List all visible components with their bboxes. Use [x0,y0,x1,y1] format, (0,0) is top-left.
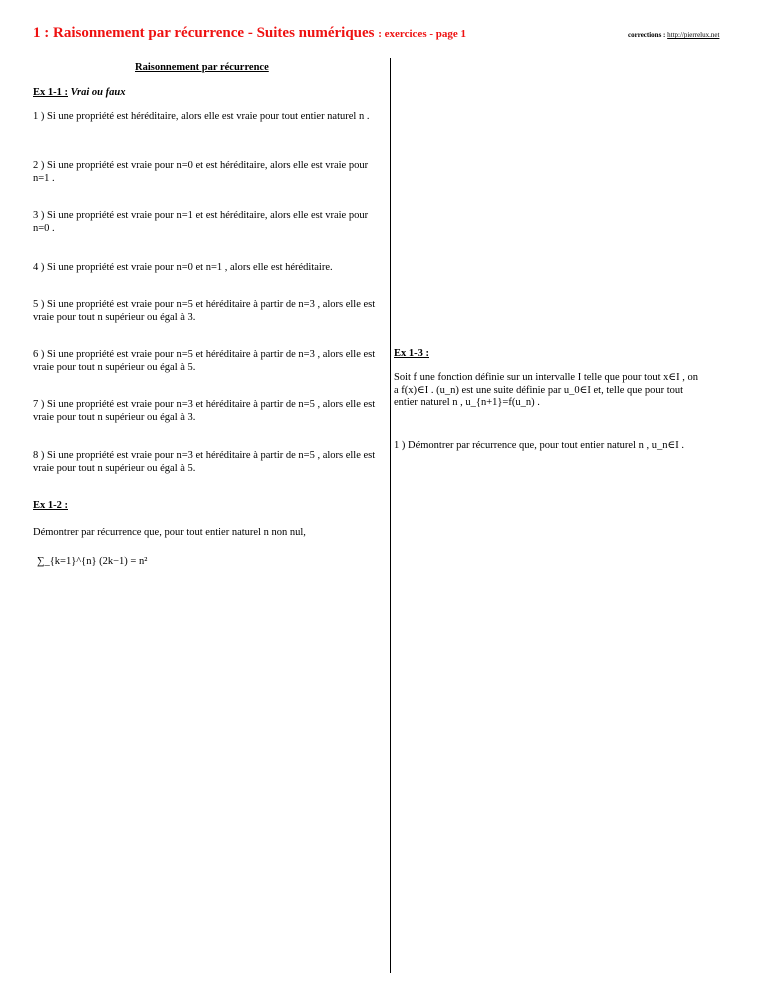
corrections-link-area [628,31,719,39]
page-subtitle: : exercices - page 1 [378,28,467,40]
ex1-1-item-1: 1 ) Si une propriété est héréditaire, alors elle est vraie pour tout entier naturel n . [33,111,370,122]
ex1-1-item-3: 3 ) Si une propriété est vraie pour n=1 et est héréditaire, alors elle est vraie pour n=0 . [33,210,369,234]
sum-formula: ∑_{k=1}^{n} (2k−1) = n² [37,556,148,567]
page-title-main: 1 : Raisonnement par récurrence - Suites numériques [33,25,375,41]
ex1-2-label: Ex 1-2 : [33,500,68,511]
ex1-1-heading [33,87,125,100]
ex1-1-label: Ex 1-1 : [33,87,68,98]
corrections-link[interactable]: http://pierrelux.net [667,31,720,39]
ex1-1-item-2: 2 ) Si une propriété est vraie pour n=0 et est héréditaire, alors elle est vraie pour n=1 . [33,160,369,184]
ex1-1-item-6: 6 ) Si une propriété est vraie pour n=5 et héréditaire à partir de n=3 , alors elle est vraie pour tout n supérieur ou égal à 5. [33,349,376,373]
section-heading: Raisonnement par récurrence [135,62,269,73]
ex1-3-statement: Soit f une fonction définie sur un intervalle I telle que pour tout x∈I , on a f(x)∈I . (u_n) est une suite définie par u_0∈I et, telle que pour tout entier naturel n , u_{n+1}=f(u_n) . [394,372,699,408]
column-divider [390,58,391,973]
ex1-1-item-5: 5 ) Si une propriété est vraie pour n=5 et héréditaire à partir de n=3 , alors elle est vraie pour tout n supérieur ou égal à 3. [33,299,376,323]
ex1-3-label: Ex 1-3 : [394,348,429,359]
ex1-2-statement: Démontrer par récurrence que, pour tout entier naturel n non nul, [33,527,306,538]
ex1-1-title: Vrai ou faux [70,87,126,98]
ex1-1-item-8: 8 ) Si une propriété est vraie pour n=3 et héréditaire à partir de n=5 , alors elle est vraie pour tout n supérieur ou égal à 5. [33,450,376,474]
ex1-3-question: 1 ) Démontrer par récurrence que, pour tout entier naturel n , u_n∈I . [394,440,684,451]
ex1-1-item-7: 7 ) Si une propriété est vraie pour n=3 et héréditaire à partir de n=5 , alors elle est vraie pour tout n supérieur ou égal à 3. [33,399,376,423]
page-title [33,25,466,42]
corrections-label: corrections : [628,31,666,39]
ex1-1-item-4: 4 ) Si une propriété est vraie pour n=0 et n=1 , alors elle est héréditaire. [33,262,333,273]
